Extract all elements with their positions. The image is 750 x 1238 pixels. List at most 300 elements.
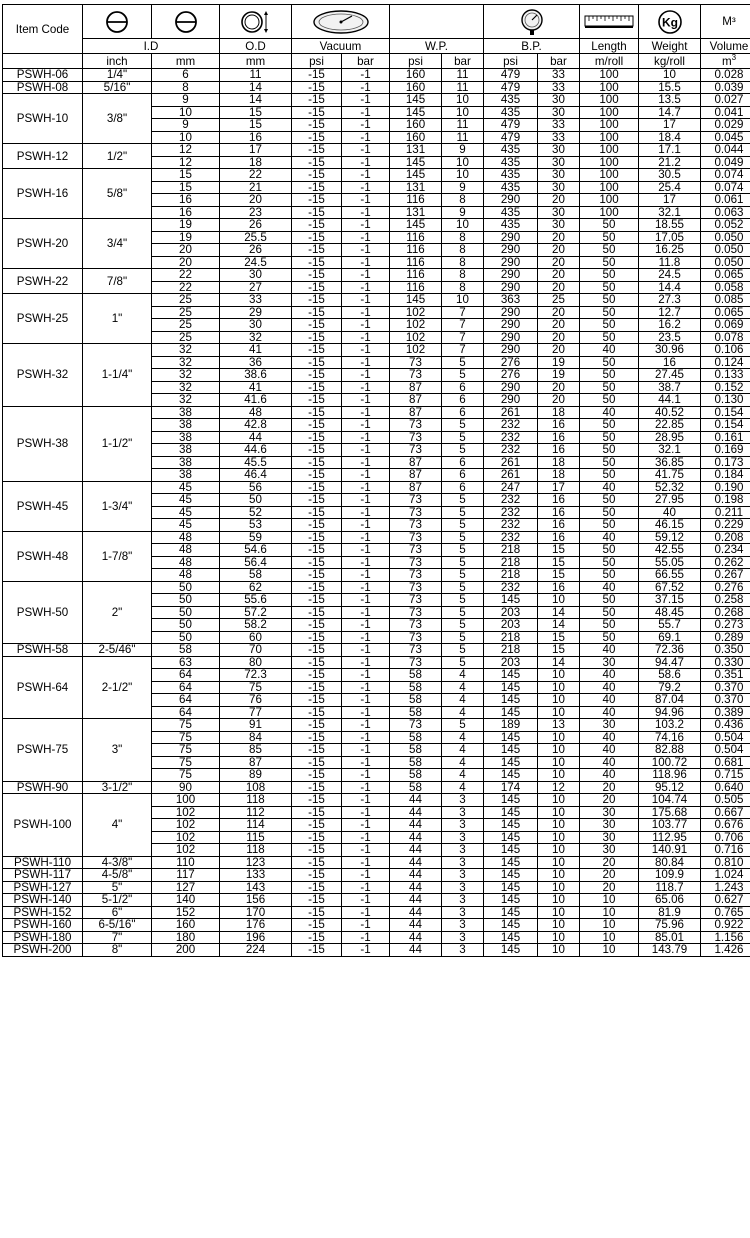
table-cell: 40 <box>580 681 639 694</box>
table-cell: 73 <box>390 519 442 532</box>
table-cell: 0.810 <box>701 856 750 869</box>
table-cell: 5 <box>442 544 484 557</box>
table-cell: 58 <box>390 781 442 794</box>
table-cell: 6 <box>442 394 484 407</box>
table-cell: -15 <box>292 444 342 457</box>
table-cell: 63 <box>152 656 220 669</box>
table-cell: 50 <box>580 294 639 307</box>
table-cell: 19 <box>538 369 580 382</box>
table-cell: 48 <box>152 569 220 582</box>
table-cell: -1 <box>342 856 390 869</box>
table-cell: 45 <box>152 506 220 519</box>
table-cell: 50 <box>580 594 639 607</box>
table-cell: 100 <box>580 206 639 219</box>
table-cell: 0.027 <box>701 94 750 107</box>
table-cell: -1 <box>342 681 390 694</box>
table-cell: 56.4 <box>220 556 292 569</box>
volume-unit: m <box>721 54 732 68</box>
item-code-cell: PSWH-38 <box>3 406 83 481</box>
table-cell: -15 <box>292 869 342 882</box>
table-cell: 20 <box>538 194 580 207</box>
table-cell: 17 <box>538 481 580 494</box>
table-cell: -1 <box>342 919 390 932</box>
unit-cell-volume <box>701 54 750 69</box>
table-cell: 44 <box>390 919 442 932</box>
table-cell: 203 <box>484 656 538 669</box>
table-cell: 56 <box>220 481 292 494</box>
table-cell: 44.1 <box>639 394 701 407</box>
table-cell: -1 <box>342 119 390 132</box>
table-cell: 3 <box>442 831 484 844</box>
item-code-cell: PSWH-32 <box>3 344 83 407</box>
table-cell: 232 <box>484 431 538 444</box>
table-cell: -1 <box>342 894 390 907</box>
table-cell: 180 <box>152 931 220 944</box>
table-cell: 145 <box>484 844 538 857</box>
table-cell: -15 <box>292 319 342 332</box>
table-cell: 45.5 <box>220 456 292 469</box>
table-cell: 145 <box>484 806 538 819</box>
table-cell: 0.065 <box>701 269 750 282</box>
table-cell: 20 <box>580 794 639 807</box>
table-cell: 363 <box>484 294 538 307</box>
table-cell: -15 <box>292 806 342 819</box>
table-cell: 44.6 <box>220 444 292 457</box>
id-circle-icon <box>104 9 130 35</box>
table-cell: 232 <box>484 531 538 544</box>
table-cell: 30 <box>538 169 580 182</box>
table-cell: 32.1 <box>639 444 701 457</box>
table-cell: 22 <box>152 269 220 282</box>
table-cell: 290 <box>484 244 538 257</box>
table-cell: 5 <box>442 506 484 519</box>
table-cell: 58 <box>390 669 442 682</box>
table-cell: 116 <box>390 244 442 257</box>
table-cell: -1 <box>342 369 390 382</box>
table-cell: 276 <box>484 369 538 382</box>
table-row <box>3 944 750 957</box>
table-cell: 80.84 <box>639 856 701 869</box>
table-cell: 50 <box>580 394 639 407</box>
table-cell: -15 <box>292 681 342 694</box>
item-code-cell: PSWH-58 <box>3 644 83 657</box>
table-cell: -15 <box>292 631 342 644</box>
table-cell: 94.47 <box>639 656 701 669</box>
table-cell: 0.276 <box>701 581 750 594</box>
table-cell: 435 <box>484 169 538 182</box>
table-cell: 16 <box>538 531 580 544</box>
table-cell: -15 <box>292 456 342 469</box>
table-cell: 33 <box>538 131 580 144</box>
table-row <box>3 344 750 357</box>
table-cell: 38 <box>152 419 220 432</box>
table-cell: -1 <box>342 819 390 832</box>
table-cell: 160 <box>390 131 442 144</box>
table-cell: 6 <box>442 456 484 469</box>
table-cell: 9 <box>442 206 484 219</box>
table-cell: 0.330 <box>701 656 750 669</box>
table-body <box>3 69 750 957</box>
table-cell: 0.640 <box>701 781 750 794</box>
table-cell: 20 <box>152 244 220 257</box>
table-cell: 10 <box>580 906 639 919</box>
table-cell: -1 <box>342 181 390 194</box>
table-cell: 10 <box>538 744 580 757</box>
table-cell: -15 <box>292 919 342 932</box>
table-cell: -15 <box>292 469 342 482</box>
table-cell: 8 <box>442 231 484 244</box>
table-cell: 50 <box>580 356 639 369</box>
table-cell: 30 <box>580 806 639 819</box>
table-cell: 4 <box>442 694 484 707</box>
table-cell: 3 <box>442 844 484 857</box>
table-cell: 14 <box>538 656 580 669</box>
table-cell: 40 <box>580 581 639 594</box>
table-cell: 50 <box>152 619 220 632</box>
table-cell: 290 <box>484 281 538 294</box>
table-cell: 10 <box>538 769 580 782</box>
table-cell: -15 <box>292 931 342 944</box>
table-cell: 22 <box>220 169 292 182</box>
table-cell: 3 <box>442 881 484 894</box>
table-cell: -15 <box>292 506 342 519</box>
table-cell: -1 <box>342 306 390 319</box>
table-cell: 33 <box>538 119 580 132</box>
table-cell: 0.050 <box>701 244 750 257</box>
table-cell: 50 <box>580 444 639 457</box>
table-cell: 143.79 <box>639 944 701 957</box>
table-cell: 6 <box>442 381 484 394</box>
table-cell: 3 <box>442 819 484 832</box>
table-cell: 117 <box>152 869 220 882</box>
item-code-cell: PSWH-64 <box>3 656 83 719</box>
table-cell: -15 <box>292 431 342 444</box>
table-row <box>3 481 750 494</box>
id-inch-cell: 3" <box>83 719 152 782</box>
table-cell: 290 <box>484 319 538 332</box>
table-cell: -15 <box>292 669 342 682</box>
table-cell: 261 <box>484 469 538 482</box>
table-cell: 145 <box>390 219 442 232</box>
table-cell: 36.85 <box>639 456 701 469</box>
table-cell: -15 <box>292 894 342 907</box>
table-cell: 74.16 <box>639 731 701 744</box>
table-cell: 7 <box>442 344 484 357</box>
table-cell: 50 <box>580 381 639 394</box>
id-inch-cell: 3/4" <box>83 219 152 269</box>
table-cell: 10 <box>580 944 639 957</box>
table-cell: 224 <box>220 944 292 957</box>
id-inch-cell: 7" <box>83 931 152 944</box>
table-cell: 33 <box>538 69 580 82</box>
table-cell: 50 <box>580 556 639 569</box>
table-cell: -15 <box>292 169 342 182</box>
table-cell: 20 <box>538 306 580 319</box>
table-cell: 58 <box>390 731 442 744</box>
table-cell: 73 <box>390 506 442 519</box>
table-cell: 10 <box>538 844 580 857</box>
table-cell: -1 <box>342 244 390 257</box>
table-cell: 30 <box>538 94 580 107</box>
table-cell: 145 <box>484 731 538 744</box>
table-cell: 5 <box>442 594 484 607</box>
table-cell: 10 <box>538 819 580 832</box>
table-cell: 33 <box>538 81 580 94</box>
table-cell: -1 <box>342 194 390 207</box>
table-cell: 20 <box>538 319 580 332</box>
table-cell: 10 <box>538 919 580 932</box>
table-cell: 102 <box>390 319 442 332</box>
table-cell: 91 <box>220 719 292 732</box>
table-cell: 0.061 <box>701 194 750 207</box>
table-cell: 32 <box>152 394 220 407</box>
table-cell: 30 <box>220 319 292 332</box>
table-cell: 0.715 <box>701 769 750 782</box>
id-inch-cell: 2" <box>83 581 152 644</box>
table-cell: 116 <box>390 281 442 294</box>
table-cell: 15 <box>538 569 580 582</box>
table-cell: 40 <box>580 531 639 544</box>
table-cell: 14.7 <box>639 106 701 119</box>
table-cell: 145 <box>484 794 538 807</box>
table-cell: -15 <box>292 206 342 219</box>
item-code-cell: PSWH-75 <box>3 719 83 782</box>
table-cell: 45 <box>152 481 220 494</box>
table-cell: -15 <box>292 706 342 719</box>
table-cell: -15 <box>292 281 342 294</box>
table-cell: 73 <box>390 569 442 582</box>
table-cell: -15 <box>292 906 342 919</box>
table-cell: 0.154 <box>701 419 750 432</box>
table-cell: 102 <box>390 344 442 357</box>
table-cell: 160 <box>390 119 442 132</box>
table-cell: 10 <box>538 706 580 719</box>
table-cell: -1 <box>342 869 390 882</box>
table-cell: 73 <box>390 644 442 657</box>
table-cell: 50 <box>580 431 639 444</box>
table-cell: 0.065 <box>701 306 750 319</box>
table-cell: 26 <box>220 219 292 232</box>
table-cell: 15 <box>220 119 292 132</box>
item-code-cell: PSWH-16 <box>3 169 83 219</box>
table-cell: 116 <box>390 269 442 282</box>
table-cell: 0.505 <box>701 794 750 807</box>
table-cell: -1 <box>342 319 390 332</box>
table-cell: 20 <box>538 281 580 294</box>
table-cell: -15 <box>292 844 342 857</box>
table-cell: 57.2 <box>220 606 292 619</box>
table-cell: -15 <box>292 344 342 357</box>
table-cell: 30 <box>580 719 639 732</box>
od-cylinder-icon <box>239 9 273 35</box>
id-inch-cell: 2-5/46" <box>83 644 152 657</box>
table-cell: 62 <box>220 581 292 594</box>
unit-cell: bar <box>538 54 580 69</box>
table-cell: 0.152 <box>701 381 750 394</box>
table-cell: 58.2 <box>220 619 292 632</box>
id-inch-cell: 4" <box>83 794 152 857</box>
table-cell: 16 <box>538 494 580 507</box>
table-cell: -1 <box>342 331 390 344</box>
table-cell: 20 <box>538 256 580 269</box>
table-cell: -15 <box>292 731 342 744</box>
id-inch-cell: 1/2" <box>83 144 152 169</box>
table-cell: 40 <box>580 756 639 769</box>
table-cell: 58 <box>390 681 442 694</box>
table-cell: -15 <box>292 481 342 494</box>
table-cell: 0.370 <box>701 681 750 694</box>
table-cell: 25.4 <box>639 181 701 194</box>
table-cell: 14 <box>538 619 580 632</box>
table-cell: -1 <box>342 669 390 682</box>
table-cell: 50 <box>580 419 639 432</box>
table-cell: 112 <box>220 806 292 819</box>
table-cell: 3 <box>442 806 484 819</box>
table-cell: 102 <box>152 844 220 857</box>
table-cell: 30.96 <box>639 344 701 357</box>
table-cell: -1 <box>342 881 390 894</box>
unit-cell <box>3 54 83 69</box>
table-cell: 203 <box>484 606 538 619</box>
table-cell: 0.268 <box>701 606 750 619</box>
table-cell: 232 <box>484 419 538 432</box>
table-cell: 73 <box>390 631 442 644</box>
table-cell: 131 <box>390 181 442 194</box>
table-cell: 218 <box>484 644 538 657</box>
table-cell: 73 <box>390 719 442 732</box>
table-cell: 0.627 <box>701 894 750 907</box>
table-cell: 19 <box>538 356 580 369</box>
table-cell: 27 <box>220 281 292 294</box>
id-inch-cell: 1" <box>83 294 152 344</box>
table-cell: 30 <box>538 106 580 119</box>
table-cell: 145 <box>484 931 538 944</box>
table-cell: 0.273 <box>701 619 750 632</box>
table-cell: 15 <box>220 106 292 119</box>
table-cell: 290 <box>484 381 538 394</box>
table-cell: 232 <box>484 494 538 507</box>
table-cell: 3 <box>442 794 484 807</box>
table-cell: 30 <box>220 269 292 282</box>
table-cell: -15 <box>292 694 342 707</box>
table-cell: 48 <box>220 406 292 419</box>
table-cell: 20 <box>152 256 220 269</box>
table-cell: 22.85 <box>639 419 701 432</box>
table-cell: 87 <box>390 456 442 469</box>
table-cell: 435 <box>484 156 538 169</box>
table-row <box>3 219 750 232</box>
table-cell: 100 <box>580 106 639 119</box>
table-cell: -1 <box>342 531 390 544</box>
table-cell: -1 <box>342 356 390 369</box>
table-cell: 11 <box>220 69 292 82</box>
table-cell: 0.716 <box>701 844 750 857</box>
table-cell: 0.211 <box>701 506 750 519</box>
table-cell: -1 <box>342 494 390 507</box>
table-cell: 8 <box>442 281 484 294</box>
table-cell: 290 <box>484 269 538 282</box>
table-cell: -15 <box>292 856 342 869</box>
table-cell: 15 <box>152 181 220 194</box>
item-code-cell: PSWH-22 <box>3 269 83 294</box>
table-cell: 0.289 <box>701 631 750 644</box>
item-code-cell: PSWH-25 <box>3 294 83 344</box>
table-cell: -1 <box>342 694 390 707</box>
table-cell: 11.8 <box>639 256 701 269</box>
table-cell: 435 <box>484 106 538 119</box>
table-cell: 102 <box>390 331 442 344</box>
table-cell: 50 <box>580 456 639 469</box>
weight-icon-cell <box>639 5 701 39</box>
table-cell: 290 <box>484 344 538 357</box>
table-cell: 0.063 <box>701 206 750 219</box>
item-code-cell: PSWH-110 <box>3 856 83 869</box>
table-cell: 479 <box>484 69 538 82</box>
table-cell: 10 <box>538 694 580 707</box>
table-cell: 3 <box>442 906 484 919</box>
table-cell: 50 <box>580 569 639 582</box>
table-cell: -1 <box>342 656 390 669</box>
table-cell: 10 <box>152 131 220 144</box>
table-cell: 10 <box>442 219 484 232</box>
table-cell: 0.681 <box>701 756 750 769</box>
table-cell: 8 <box>442 194 484 207</box>
table-cell: 0.262 <box>701 556 750 569</box>
table-cell: 0.504 <box>701 731 750 744</box>
table-row <box>3 644 750 657</box>
table-cell: 40 <box>580 694 639 707</box>
table-cell: -15 <box>292 81 342 94</box>
table-cell: 5 <box>442 656 484 669</box>
table-cell: 140.91 <box>639 844 701 857</box>
table-cell: 100 <box>580 81 639 94</box>
table-cell: 75 <box>220 681 292 694</box>
table-cell: -15 <box>292 131 342 144</box>
table-cell: 27.45 <box>639 369 701 382</box>
table-cell: 16 <box>152 206 220 219</box>
volume-unit-sup: 3 <box>731 53 737 62</box>
table-cell: 16 <box>220 131 292 144</box>
table-cell: 3 <box>442 919 484 932</box>
table-cell: 0.436 <box>701 719 750 732</box>
table-cell: 58 <box>390 706 442 719</box>
table-cell: 58.6 <box>639 669 701 682</box>
table-cell: 75 <box>152 731 220 744</box>
table-cell: -15 <box>292 881 342 894</box>
table-cell: 103.2 <box>639 719 701 732</box>
table-cell: 36 <box>220 356 292 369</box>
table-cell: 17.05 <box>639 231 701 244</box>
table-cell: -1 <box>342 219 390 232</box>
table-cell: -1 <box>342 831 390 844</box>
table-row <box>3 794 750 807</box>
table-cell: 44 <box>390 806 442 819</box>
table-cell: -1 <box>342 156 390 169</box>
table-cell: 10 <box>580 931 639 944</box>
table-cell: -15 <box>292 331 342 344</box>
od-icon-cell <box>220 5 292 39</box>
table-cell: 24.5 <box>639 269 701 282</box>
table-cell: 53 <box>220 519 292 532</box>
table-cell: 90 <box>152 781 220 794</box>
table-cell: 0.052 <box>701 219 750 232</box>
id-inch-cell: 3-1/2" <box>83 781 152 794</box>
table-cell: 48 <box>152 531 220 544</box>
table-cell: 58 <box>390 744 442 757</box>
weight-icon <box>656 8 684 36</box>
table-cell: 66.55 <box>639 569 701 582</box>
ruler-icon <box>584 14 634 30</box>
